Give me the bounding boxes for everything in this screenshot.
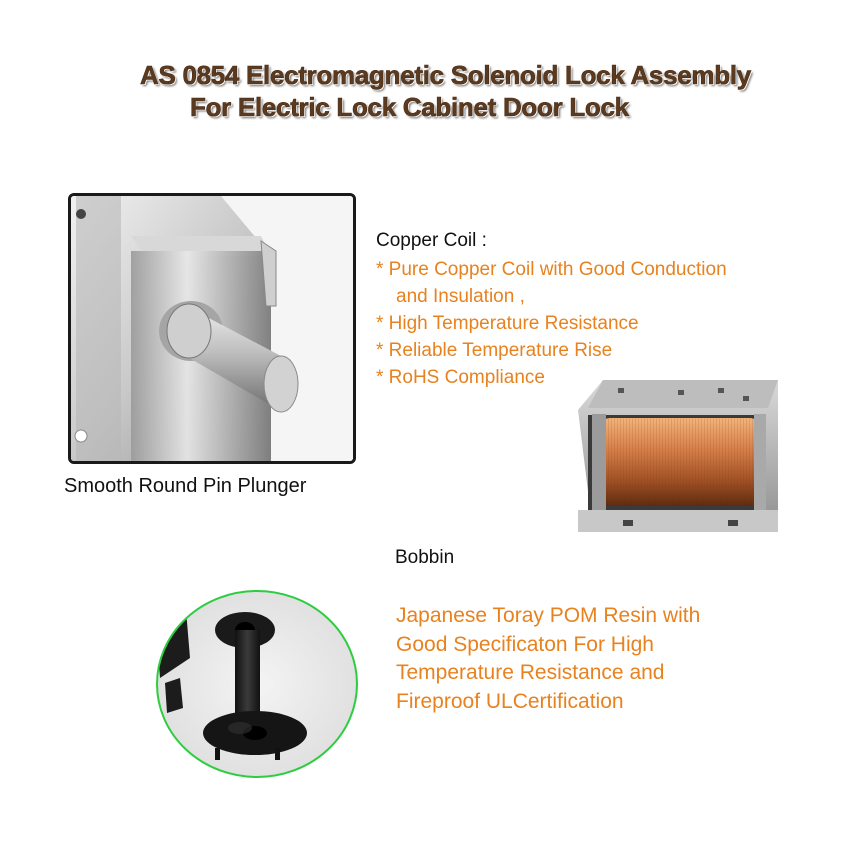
bobbin-illustration bbox=[155, 588, 360, 780]
bobbin-heading: Bobbin bbox=[395, 547, 455, 568]
bobbin-description bbox=[396, 602, 700, 716]
copper-coil-heading: Copper Coil : bbox=[376, 230, 487, 251]
plunger-illustration bbox=[71, 196, 353, 461]
page-title-line1: AS 0854 Electromagnetic Solenoid Lock Assembly bbox=[140, 60, 751, 90]
description-line: Good Specificaton For High bbox=[396, 632, 654, 656]
page-title-line2: For Electric Lock Cabinet Door Lock bbox=[190, 92, 629, 122]
copper-coil-photo bbox=[578, 380, 778, 532]
bobbin-photo bbox=[155, 588, 360, 780]
description-line: Japanese Toray POM Resin with bbox=[396, 604, 701, 627]
plunger-photo bbox=[68, 193, 356, 464]
bullet-item: * Pure Copper Coil with Good Conduction bbox=[376, 259, 727, 280]
copper-coil-bullet-list bbox=[376, 256, 727, 391]
bullet-item: * RoHS Compliance bbox=[376, 367, 545, 388]
bullet-item: * Reliable Temperature Rise bbox=[376, 340, 613, 361]
description-line: Fireproof ULCertification bbox=[396, 689, 624, 713]
bullet-item: and Insulation , bbox=[396, 286, 525, 307]
copper-coil-illustration bbox=[578, 380, 778, 532]
plunger-caption: Smooth Round Pin Plunger bbox=[64, 475, 307, 497]
description-line: Temperature Resistance and bbox=[396, 661, 665, 684]
bullet-item: * High Temperature Resistance bbox=[376, 313, 639, 334]
